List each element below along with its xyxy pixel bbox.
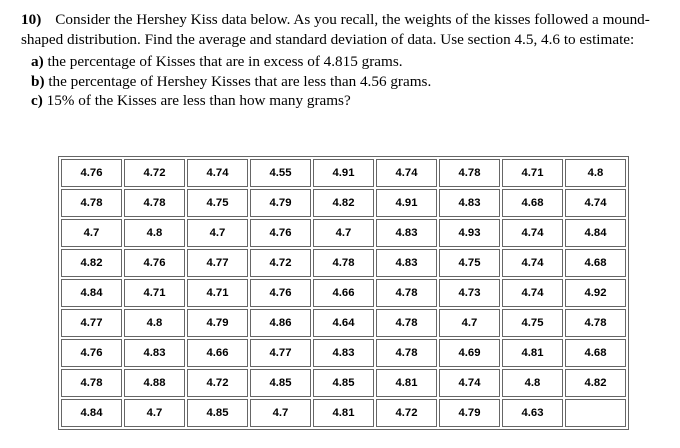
- table-cell: 4.8: [124, 219, 185, 247]
- problem-stem-paragraph: [21, 10, 671, 49]
- part-letter: b): [31, 72, 45, 90]
- table-cell: 4.85: [250, 369, 311, 397]
- table-cell: 4.74: [376, 159, 437, 187]
- table-cell: 4.86: [250, 309, 311, 337]
- question-part-a: [31, 52, 671, 72]
- question-stem: Consider the Hershey Kiss data below. As you recall, the weights of the kisses followed a mound-shaped distribution. Find the average and standard deviation of data. Use section 4.5, 4.6 to estimate:: [21, 11, 650, 48]
- table-cell: 4.69: [439, 339, 500, 367]
- table-cell: 4.7: [61, 219, 122, 247]
- table-cell: 4.76: [61, 339, 122, 367]
- table-cell: 4.83: [376, 249, 437, 277]
- table-cell: 4.81: [313, 399, 374, 427]
- table-cell: 4.8: [565, 159, 626, 187]
- table-cell: 4.63: [502, 399, 563, 427]
- table-row: [61, 189, 626, 217]
- table-cell: [565, 399, 626, 427]
- table-cell: 4.66: [187, 339, 248, 367]
- table-cell: 4.68: [565, 339, 626, 367]
- table-cell: 4.73: [439, 279, 500, 307]
- table-cell: 4.74: [502, 279, 563, 307]
- table-cell: 4.8: [124, 309, 185, 337]
- question-parts: [21, 52, 671, 111]
- table-row: [61, 279, 626, 307]
- table-cell: 4.78: [376, 279, 437, 307]
- table-cell: 4.85: [187, 399, 248, 427]
- table-cell: 4.83: [124, 339, 185, 367]
- hershey-kiss-data-table: [58, 156, 629, 430]
- part-text: the percentage of Kisses that are in excess of 4.815 grams.: [47, 53, 403, 70]
- table-cell: 4.84: [61, 279, 122, 307]
- table-cell: 4.91: [376, 189, 437, 217]
- question-part-c: [31, 91, 671, 111]
- table-cell: 4.68: [565, 249, 626, 277]
- table-cell: 4.81: [376, 369, 437, 397]
- table-cell: 4.79: [439, 399, 500, 427]
- table-row: [61, 399, 626, 427]
- table-cell: 4.82: [313, 189, 374, 217]
- table-cell: 4.7: [439, 309, 500, 337]
- part-letter: a): [31, 53, 44, 70]
- table-cell: 4.78: [124, 189, 185, 217]
- table-cell: 4.78: [376, 339, 437, 367]
- part-letter: c): [31, 92, 43, 109]
- table-cell: 4.84: [565, 219, 626, 247]
- table-row: [61, 159, 626, 187]
- table-cell: 4.76: [61, 159, 122, 187]
- table-cell: 4.72: [376, 399, 437, 427]
- table-cell: 4.64: [313, 309, 374, 337]
- data-table-body: [61, 159, 626, 427]
- table-cell: 4.78: [61, 189, 122, 217]
- table-cell: 4.78: [376, 309, 437, 337]
- table-cell: 4.78: [565, 309, 626, 337]
- table-cell: 4.75: [187, 189, 248, 217]
- table-cell: 4.82: [61, 249, 122, 277]
- table-cell: 4.78: [439, 159, 500, 187]
- table-cell: 4.77: [250, 339, 311, 367]
- table-cell: 4.78: [313, 249, 374, 277]
- table-cell: 4.79: [187, 309, 248, 337]
- part-text: the percentage of Hershey Kisses that are less than 4.56 grams.: [48, 72, 432, 90]
- table-cell: 4.74: [502, 249, 563, 277]
- table-cell: 4.76: [250, 219, 311, 247]
- question-number: 10): [21, 11, 42, 28]
- table-cell: 4.68: [502, 189, 563, 217]
- question-part-b: [31, 72, 671, 92]
- table-cell: 4.83: [313, 339, 374, 367]
- table-cell: 4.81: [502, 339, 563, 367]
- table-cell: 4.74: [502, 219, 563, 247]
- table-cell: 4.7: [313, 219, 374, 247]
- table-cell: 4.71: [187, 279, 248, 307]
- table-cell: 4.75: [502, 309, 563, 337]
- table-cell: 4.74: [565, 189, 626, 217]
- table-cell: 4.74: [187, 159, 248, 187]
- table-cell: 4.72: [250, 249, 311, 277]
- table-cell: 4.55: [250, 159, 311, 187]
- table-cell: 4.78: [61, 369, 122, 397]
- table-cell: 4.83: [439, 189, 500, 217]
- table-cell: 4.77: [187, 249, 248, 277]
- part-text: 15% of the Kisses are less than how many grams?: [46, 92, 351, 109]
- table-cell: 4.75: [439, 249, 500, 277]
- table-cell: 4.72: [187, 369, 248, 397]
- table-cell: 4.76: [250, 279, 311, 307]
- table-cell: 4.71: [502, 159, 563, 187]
- table-cell: 4.84: [61, 399, 122, 427]
- table-row: [61, 339, 626, 367]
- table-cell: 4.79: [250, 189, 311, 217]
- table-cell: 4.93: [439, 219, 500, 247]
- table-cell: 4.7: [124, 399, 185, 427]
- problem-statement: [21, 10, 671, 111]
- table-cell: 4.72: [124, 159, 185, 187]
- table-cell: 4.66: [313, 279, 374, 307]
- table-cell: 4.83: [376, 219, 437, 247]
- table-cell: 4.7: [250, 399, 311, 427]
- table-cell: 4.91: [313, 159, 374, 187]
- table-cell: 4.8: [502, 369, 563, 397]
- table-cell: 4.7: [187, 219, 248, 247]
- table-cell: 4.82: [565, 369, 626, 397]
- data-table-container: [58, 156, 629, 430]
- table-cell: 4.71: [124, 279, 185, 307]
- table-cell: 4.74: [439, 369, 500, 397]
- table-cell: 4.76: [124, 249, 185, 277]
- table-row: [61, 219, 626, 247]
- table-row: [61, 249, 626, 277]
- table-cell: 4.92: [565, 279, 626, 307]
- table-cell: 4.88: [124, 369, 185, 397]
- table-cell: 4.85: [313, 369, 374, 397]
- table-row: [61, 309, 626, 337]
- table-cell: 4.77: [61, 309, 122, 337]
- table-row: [61, 369, 626, 397]
